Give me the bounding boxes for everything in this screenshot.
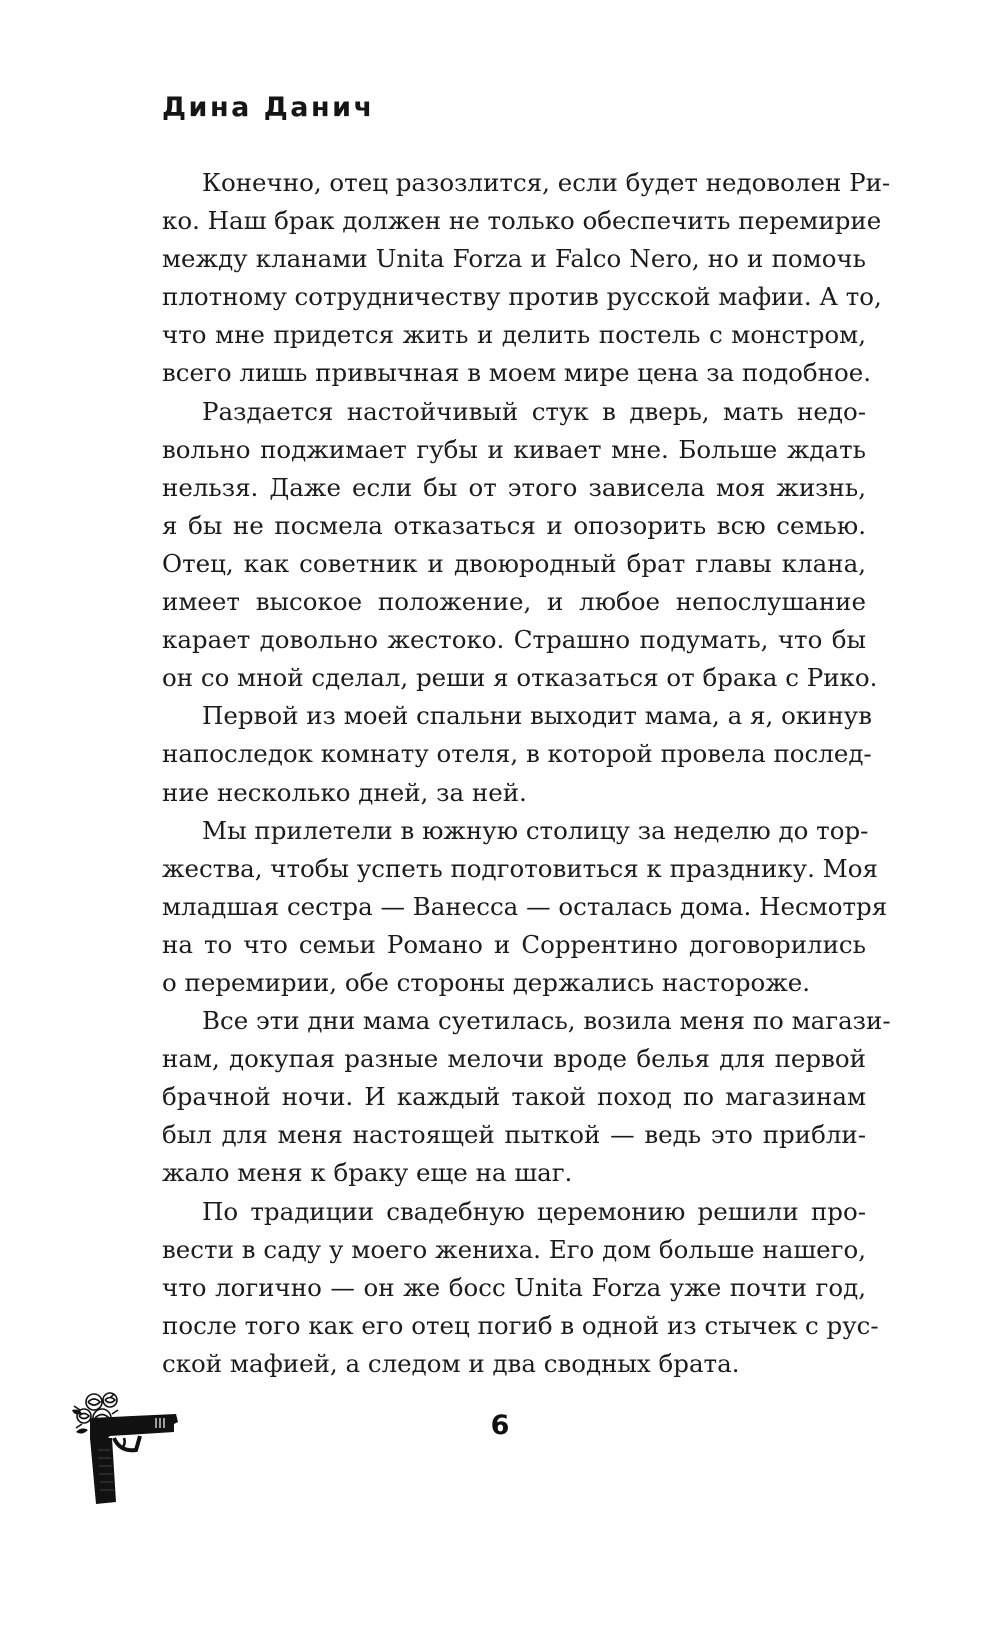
text-line: карает довольно жестоко. Страшно подумать, что бы (162, 625, 866, 655)
paragraph (162, 1193, 879, 1383)
running-header-author: Дина Данич (162, 92, 375, 123)
paragraph (162, 812, 888, 1002)
paragraph (162, 697, 872, 811)
text-line: брачной ночи. И каждый такой поход по магазинам (162, 1082, 866, 1112)
text-line: младшая сестра — Ванесса — осталась дома. Несмотря (162, 891, 888, 921)
text-line: Отец, как советник и двоюродный брат главы клана, (162, 548, 866, 578)
body-text (162, 164, 891, 1383)
text-line: был для меня настоящей пыткой — ведь это прибли- (162, 1120, 866, 1150)
text-line: ской мафией, а следом и два сводных брата. (162, 1348, 740, 1378)
text-line: Мы прилетели в южную столицу за неделю до тор- (202, 815, 869, 845)
paragraph (162, 393, 878, 698)
text-line: Первой из моей спальни выходит мама, а я, окинув (202, 701, 872, 731)
text-line: нельзя. Даже если бы от этого зависела моя жизнь, (162, 472, 866, 502)
text-line: вольно поджимает губы и кивает мне. Больше ждать (162, 434, 866, 464)
text-line: ко. Наш брак должен не только обеспечить перемирие (162, 206, 882, 236)
text-line: напоследок комнату отеля, в которой провела послед- (162, 739, 872, 769)
text-line: нам, докупая разные мелочи вроде белья для первой (162, 1044, 866, 1074)
text-line: имеет высокое положение, и любое непослушание (162, 587, 866, 617)
text-line: что мне придется жить и делить постель с монстром, (162, 320, 866, 350)
text-line: он со мной сделал, реши я отказаться от брака с Рико. (162, 663, 878, 693)
text-line: По традиции свадебную церемонию решили про- (202, 1196, 866, 1226)
text-line: жало меня к браку еще на шаг. (162, 1158, 573, 1188)
text-line: Все эти дни мама суетилась, возила меня по магази- (202, 1006, 891, 1036)
paragraph (162, 1002, 891, 1192)
text-line: после того как его отец погиб в одной из стычек с рус- (162, 1310, 879, 1340)
text-line: всего лишь привычная в моем мире цена за подобное. (162, 358, 872, 388)
text-line: вести в саду у моего жениха. Его дом больше нашего, (162, 1234, 866, 1264)
page-number: 6 (490, 1410, 510, 1441)
text-line: что логично — он же босс Unita Forza уже почти год, (162, 1272, 866, 1302)
text-line: плотному сотрудничеству против русской мафии. А то, (162, 282, 882, 312)
text-line: о перемирии, обе стороны держались настороже. (162, 967, 811, 997)
text-line: Раздается настойчивый стук в дверь, мать недо- (202, 396, 866, 426)
text-line: Конечно, отец разозлится, если будет недоволен Ри- (202, 168, 891, 197)
text-line: на то что семьи Романо и Соррентино договорились (162, 929, 866, 959)
paragraph (162, 164, 891, 393)
text-line: ние несколько дней, за ней. (162, 777, 527, 807)
text-line: между кланами Unita Forza и Falco Nero, но и помочь (162, 244, 866, 274)
text-line: жества, чтобы успеть подготовиться к празднику. Моя (162, 853, 878, 883)
text-line: я бы не посмела отказаться и опозорить всю семью. (162, 510, 866, 540)
pistol-with-roses-icon (70, 1388, 182, 1508)
